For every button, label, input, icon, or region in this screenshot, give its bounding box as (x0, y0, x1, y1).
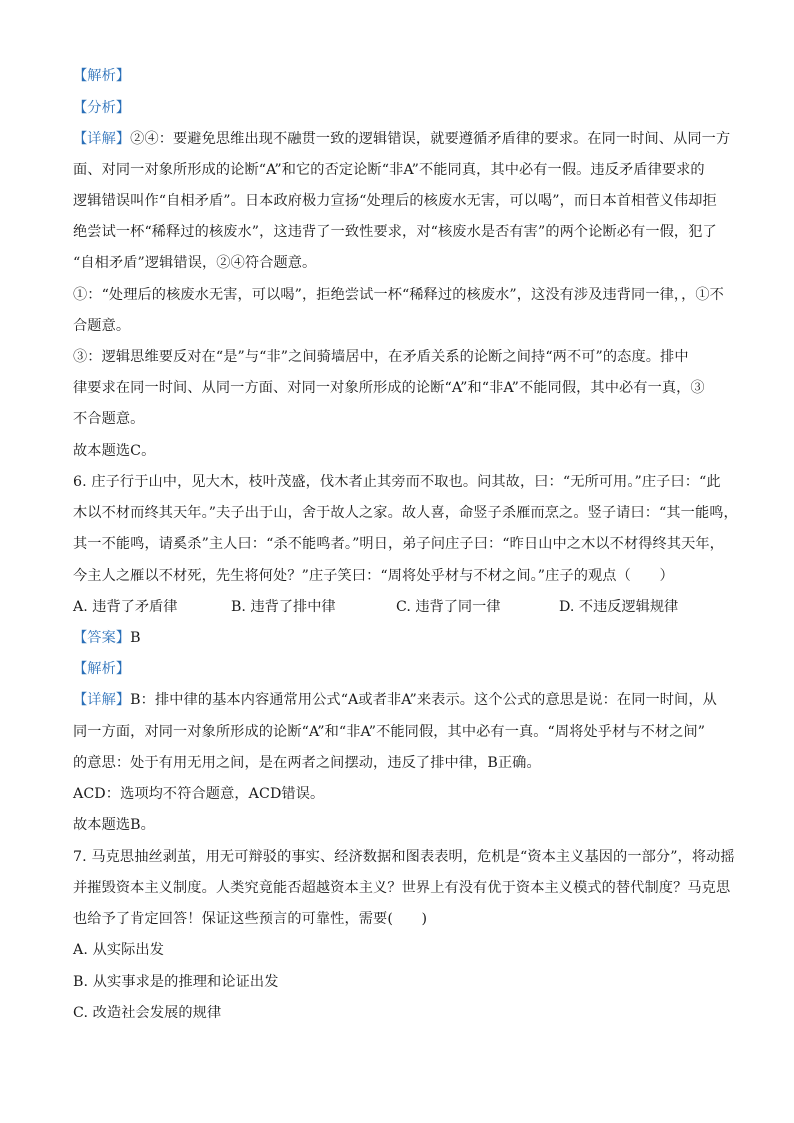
xiangjie-heading: 【详解】 (73, 692, 131, 708)
text-line: 面、对同一对象所形成的论断“A”和它的否定论断“非A”不能同真，其中必有一假。违反矛盾律要求的 (73, 162, 705, 178)
text-line: 绝尝试一杯“稀释过的核废水”，这违背了一致性要求，对“核废水是否有害”的两个论断必有一假，犯了 (73, 224, 717, 240)
question-7-text: 7. 马克思抽丝剥茧，用无可辩驳的事实、经济数据和图表表明，危机是“资本主义基因的一部分”，将动摇 (73, 849, 735, 865)
question-6-text: 其一不能鸣，请奚杀”主人曰：“杀不能鸣者。”明日，弟子问庄子曰：“昨日山中之木以不材得终其天年， (73, 536, 724, 552)
conclusion-line: 故本题选C。 (73, 443, 156, 459)
answer-line (73, 628, 723, 648)
option-d: D. 不违反逻辑规律 (559, 599, 679, 615)
text-line: ③：逻辑思维要反对在“是”与“非”之间骑墙居中，在矛盾关系的论断之间持“两不可”的态度。排中 (73, 349, 689, 365)
option-a: A. 违背了矛盾律 (73, 599, 178, 615)
text-line: 的意思：处于有用无用之间，是在两者之间摆动，违反了排中律，B正确。 (73, 755, 541, 771)
conclusion-line: 故本题选B。 (73, 817, 155, 833)
text-line: ①：“处理后的核废水无害，可以喝”，拒绝尝试一杯“稀释过的核废水”，这没有涉及违背同一律，，①不 (73, 287, 724, 303)
question-6-text: 今主人之雁以不材死，先生将何处？”庄子笑曰：“周将处乎材与不材之间。”庄子的观点（ ） (73, 568, 674, 584)
text-line: 合题意。 (73, 318, 131, 334)
option-c: C. 违背了同一律 (396, 599, 501, 615)
question-6-text: 6. 庄子行于山中，见大木，枝叶茂盛，伐木者止其旁而不取也。问其故，曰：“无所可用。”庄子曰：“此 (73, 474, 721, 490)
text-line: 逻辑错误叫作“自相矛盾”。日本政府极力宣扬“处理后的核废水无害，可以喝”，而日本首相菅义伟却拒 (73, 193, 717, 209)
jiexi-heading: 【解析】 (73, 661, 131, 677)
option-b: B. 从实事求是的推理和论证出发 (73, 974, 279, 990)
fenxi-heading: 【分析】 (73, 100, 131, 116)
answer-heading: 【答案】 (73, 630, 131, 646)
text-line: 律要求在同一时间、从同一方面、对同一对象所形成的论断“A”和“非A”不能同假，其中必有一真，③ (73, 380, 705, 396)
text-line: 不合题意。 (73, 411, 145, 427)
option-a: A. 从实际出发 (73, 942, 165, 958)
option-c: C. 改造社会发展的规律 (73, 1005, 222, 1021)
text-line: ACD：选项均不符合题意，ACD错误。 (73, 786, 325, 802)
answer-value: B (130, 630, 141, 646)
question-7-text: 也给予了肯定回答！保证这些预言的可靠性，需要( ) (73, 911, 428, 927)
jiexi-heading: 【解析】 (73, 68, 131, 84)
text-line: 【详解】B：排中律的基本内容通常用公式“A或者非A”来表示。这个公式的意思是说：在同一时间，从 (73, 692, 717, 708)
text-line: 【详解】②④：要避免思维出现不融贯一致的逻辑错误，就要遵循矛盾律的要求。在同一时间、从同一方 (73, 131, 731, 147)
option-b: B. 违背了排中律 (231, 599, 336, 615)
text-line: “自相矛盾”逻辑错误，②④符合题意。 (73, 255, 317, 271)
question-6-text: 木以不材而终其天年。”夫子出于山，舍于故人之家。故人喜，命竖子杀雁而烹之。竖子请曰：“其一能鸣， (73, 505, 738, 521)
question-7-text: 并摧毁资本主义制度。人类究竟能否超越资本主义？世界上有没有优于资本主义模式的替代制度？马克思 (73, 880, 731, 896)
xiangjie-heading: 【详解】 (73, 131, 131, 147)
text-line: 同一方面，对同一对象所形成的论断“A”和“非A”不能同假，其中必有一真。“周将处乎材与不材之间” (73, 724, 706, 740)
